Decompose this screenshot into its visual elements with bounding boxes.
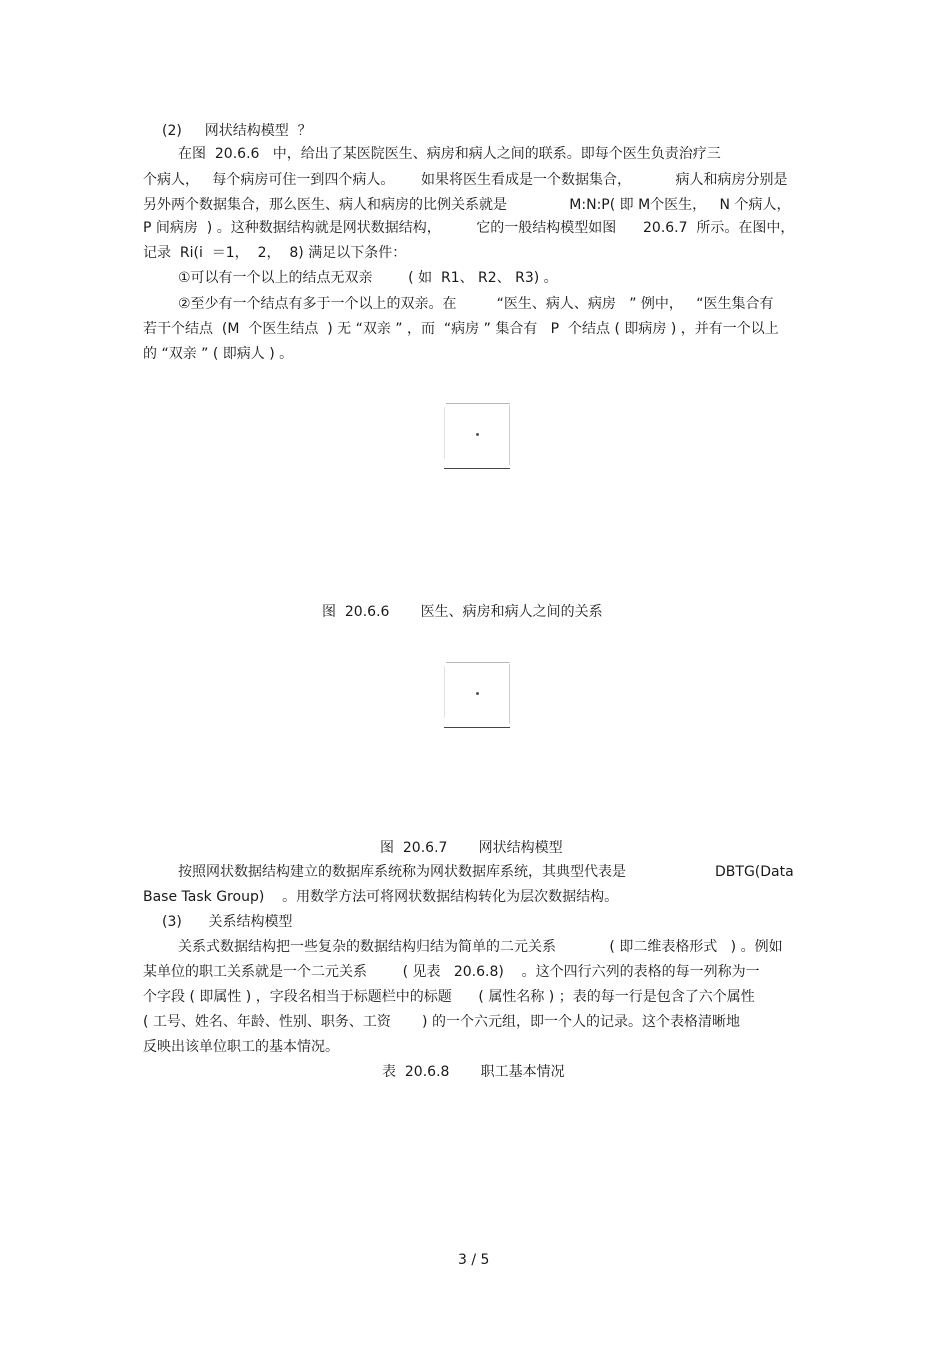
body-line: 的 “双亲 ” ( 即病人 ) 。 xyxy=(143,346,294,362)
figure-20-6-6-caption: 图 20.6.6 医生、病房和病人之间的关系 xyxy=(322,604,603,620)
body-line: 某单位的职工关系就是一个二元关系 ( 见表 20.6.8) 。这个四行六列的表格的每一列称为一 xyxy=(143,964,760,980)
list-item: ①可以有一个以上的结点无双亲 ( 如 R1、 R2、 R3) 。 xyxy=(178,270,558,286)
body-line: 反映出该单位职工的基本情况。 xyxy=(143,1039,339,1055)
body-line: 记录 Ri(i ＝1， 2， 8) 满足以下条件： xyxy=(143,245,407,261)
body-line: ( 工号、姓名、年龄、性别、职务、工资 ) 的一个六元组，即一个人的记录。这个表格清晰地 xyxy=(143,1014,740,1030)
page-number: 3 / 5 xyxy=(458,1252,490,1268)
body-line: 在图 20.6.6 中，给出了某医院医生、病房和病人之间的联系。即每个医生负责治疗三 xyxy=(178,146,721,162)
body-line: Base Task Group) 。用数学方法可将网状数据结构转化为层次数据结构。 xyxy=(143,889,619,905)
figure-20-6-6-image xyxy=(444,403,510,469)
body-line: P 间病房 ) 。这种数据结构就是网状数据结构， 它的一般结构模型如图 20.6.7 所示。在图中， xyxy=(143,220,795,236)
body-line: 另外两个数据集合，那么医生、病人和病房的比例关系就是 M:N:P( 即 M个医生， N 个病人， xyxy=(143,197,791,213)
section-3-heading: (3) 关系结构模型 xyxy=(162,914,293,930)
body-line: 关系式数据结构把一些复杂的数据结构归结为简单的二元关系 ( 即二维表格形式 ) 。例如 xyxy=(178,939,783,955)
table-20-6-8-caption: 表 20.6.8 职工基本情况 xyxy=(382,1064,565,1080)
body-line: 若干个结点 (M 个医生结点 ) 无 “双亲 ” ，而 “病房 ” 集合有 P 个结点 ( 即病房 ) ，并有一个以上 xyxy=(143,321,779,337)
figure-20-6-7-caption: 图 20.6.7 网状结构模型 xyxy=(380,840,563,856)
list-item: ②至少有一个结点有多于一个以上的双亲。在 “医生、病人、病房 ” 例中， “医生集合有 xyxy=(178,296,774,312)
body-line: 按照网状数据结构建立的数据库系统称为网状数据库系统，其典型代表是 DBTG(Data xyxy=(178,864,794,880)
body-line: 个字段 ( 即属性 ) ，字段名相当于标题栏中的标题 ( 属性名称 ) ；表的每一行是包含了六个属性 xyxy=(143,989,755,1005)
body-line: 个病人， 每个病房可住一到四个病人。 如果将医生看成是一个数据集合， 病人和病房分别是 xyxy=(143,172,788,188)
section-2-heading: (2) 网状结构模型 ？ xyxy=(162,123,312,139)
figure-20-6-7-image xyxy=(444,662,510,728)
